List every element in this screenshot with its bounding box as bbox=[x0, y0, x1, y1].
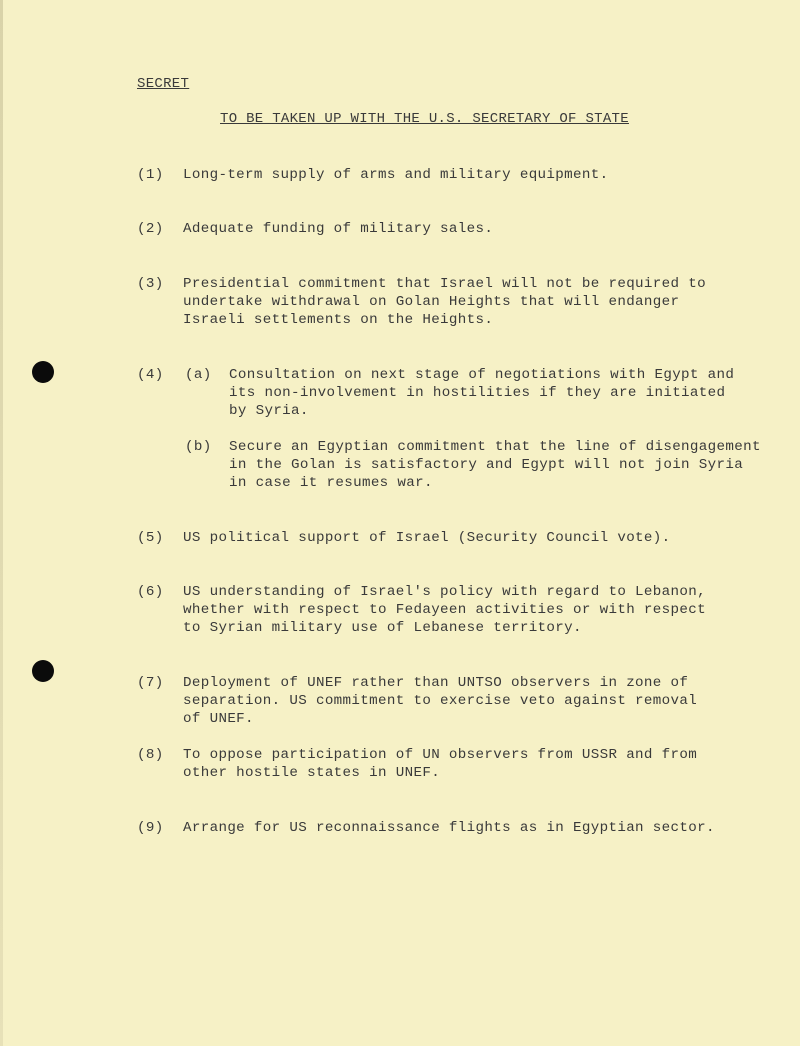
item-number: (7) bbox=[137, 675, 164, 691]
sub-item-letter: (a) bbox=[185, 367, 212, 383]
item-number: (5) bbox=[137, 530, 164, 546]
page-edge bbox=[0, 0, 3, 1046]
item-text: Presidential commitment that Israel will not be required to undertake withdrawal on Golan Heights that will endanger Israeli settlements on the Heights. bbox=[183, 276, 706, 328]
sub-item-text: Consultation on next stage of negotiations with Egypt and its non-involvement in hostilities if they are initiated by Syria. bbox=[229, 367, 735, 419]
item-text: Adequate funding of military sales. bbox=[183, 221, 494, 237]
punch-hole-bottom bbox=[32, 660, 54, 682]
item-text: To oppose participation of UN observers from USSR and from other hostile states in UNEF. bbox=[183, 747, 698, 781]
sub-item-letter: (b) bbox=[185, 439, 212, 455]
item-number: (4) bbox=[137, 367, 164, 383]
item-text: Arrange for US reconnaissance flights as in Egyptian sector. bbox=[183, 820, 715, 836]
item-number: (3) bbox=[137, 276, 164, 292]
item-text: Deployment of UNEF rather than UNTSO observers in zone of separation. US commitment to exercise veto against removal of UNEF. bbox=[183, 675, 698, 727]
item-number: (1) bbox=[137, 167, 164, 183]
page-title: TO BE TAKEN UP WITH THE U.S. SECRETARY OF STATE bbox=[220, 111, 629, 127]
item-text: US understanding of Israel's policy with regard to Lebanon, whether with respect to Fedayeen activities or with respect to Syrian military use of Lebanese territory. bbox=[183, 584, 706, 636]
item-number: (6) bbox=[137, 584, 164, 600]
punch-hole-top bbox=[32, 361, 54, 383]
item-number: (9) bbox=[137, 820, 164, 836]
item-number: (8) bbox=[137, 747, 164, 763]
list-item-4 bbox=[137, 366, 777, 496]
sub-item-text: Secure an Egyptian commitment that the line of disengagement in the Golan is satisfactory and Egypt will not join Syria in case it resumes war. bbox=[229, 439, 761, 491]
item-text: Long-term supply of arms and military equipment. bbox=[183, 167, 609, 183]
item-text: US political support of Israel (Security Council vote). bbox=[183, 530, 671, 546]
item-number: (2) bbox=[137, 221, 164, 237]
classification-marking: SECRET bbox=[137, 76, 190, 92]
